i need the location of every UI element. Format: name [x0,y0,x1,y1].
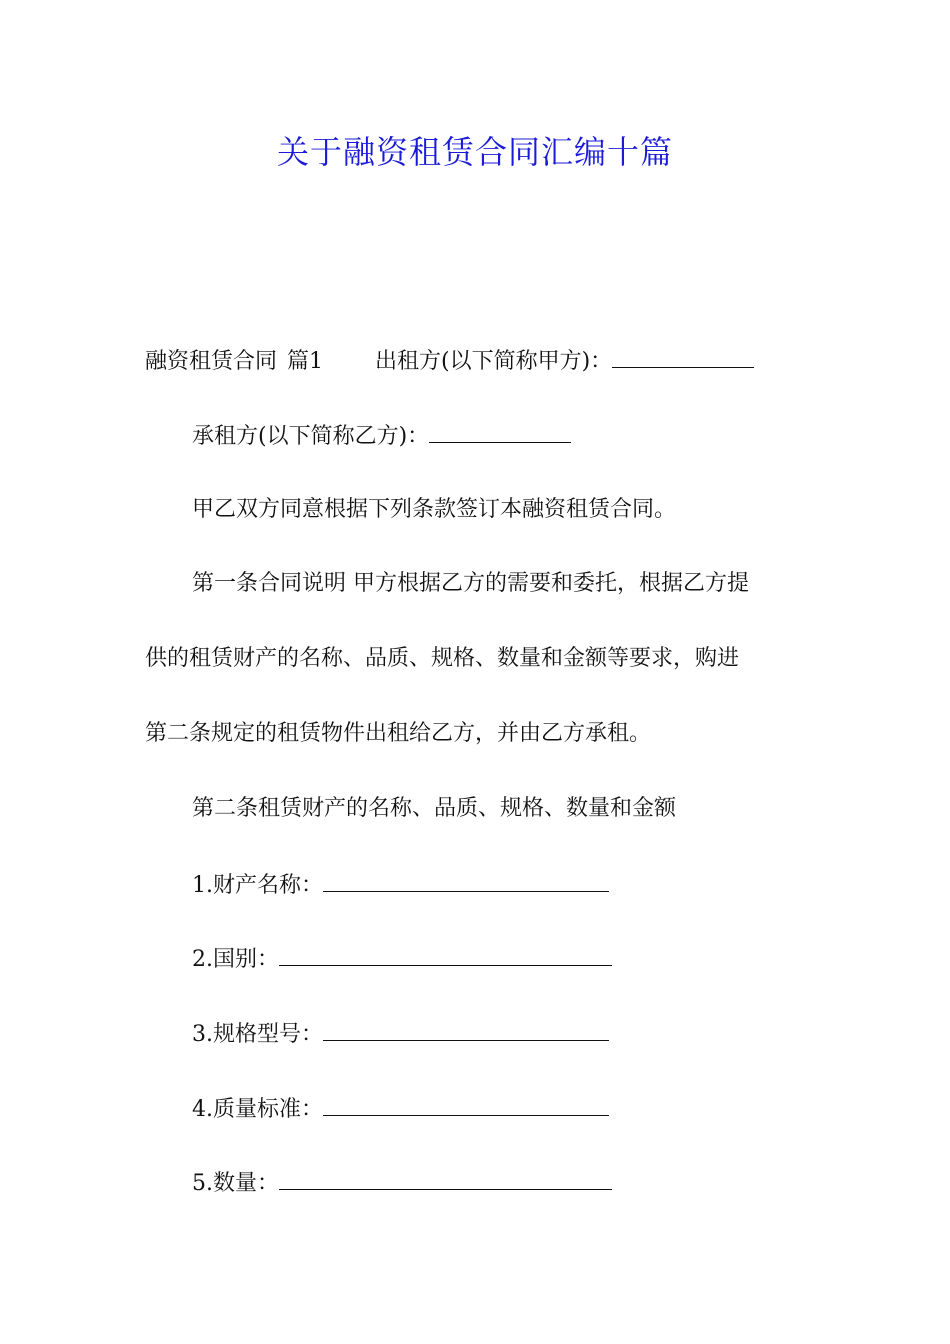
lessee-blank [429,420,571,443]
field-blank [323,1093,609,1116]
field-row [192,869,609,901]
field-row [192,943,612,975]
field-label: 4.质量标准： [192,1097,323,1122]
part-number: 篇1 [287,349,324,374]
lessee-line [192,420,571,452]
field-label: 5.数量： [192,1171,279,1196]
section-name: 融资租赁合同 [145,349,278,374]
field-label: 2.国别： [192,947,279,972]
field-label: 1.财产名称： [192,873,323,898]
document-title: 关于融资租赁合同汇编十篇 [276,133,673,171]
lessee-label: 承租方(以下简称乙方)： [192,424,430,449]
article1-line1: 第一条合同说明 甲方根据乙方的需要和委托，根据乙方提 [192,571,749,596]
intro-paragraph: 甲乙双方同意根据下列条款签订本融资租赁合同。 [192,497,677,522]
field-row [192,1018,609,1050]
lessor-label: 出租方(以下简称甲方)： [375,349,613,374]
article1-line2: 供的租赁财产的名称、品质、规格、数量和金额等要求，购进 [145,646,740,671]
field-label: 3.规格型号： [192,1022,323,1047]
article2-heading: 第二条租赁财产的名称、品质、规格、数量和金额 [192,796,677,821]
field-blank [323,1018,609,1041]
field-row [192,1167,612,1199]
field-blank [323,869,609,892]
field-row [192,1093,609,1125]
heading-line [145,345,754,377]
lessor-blank [612,345,754,368]
field-blank [279,1167,612,1190]
field-blank [279,943,612,966]
article1-line3: 第二条规定的租赁物件出租给乙方，并由乙方承租。 [145,721,652,746]
